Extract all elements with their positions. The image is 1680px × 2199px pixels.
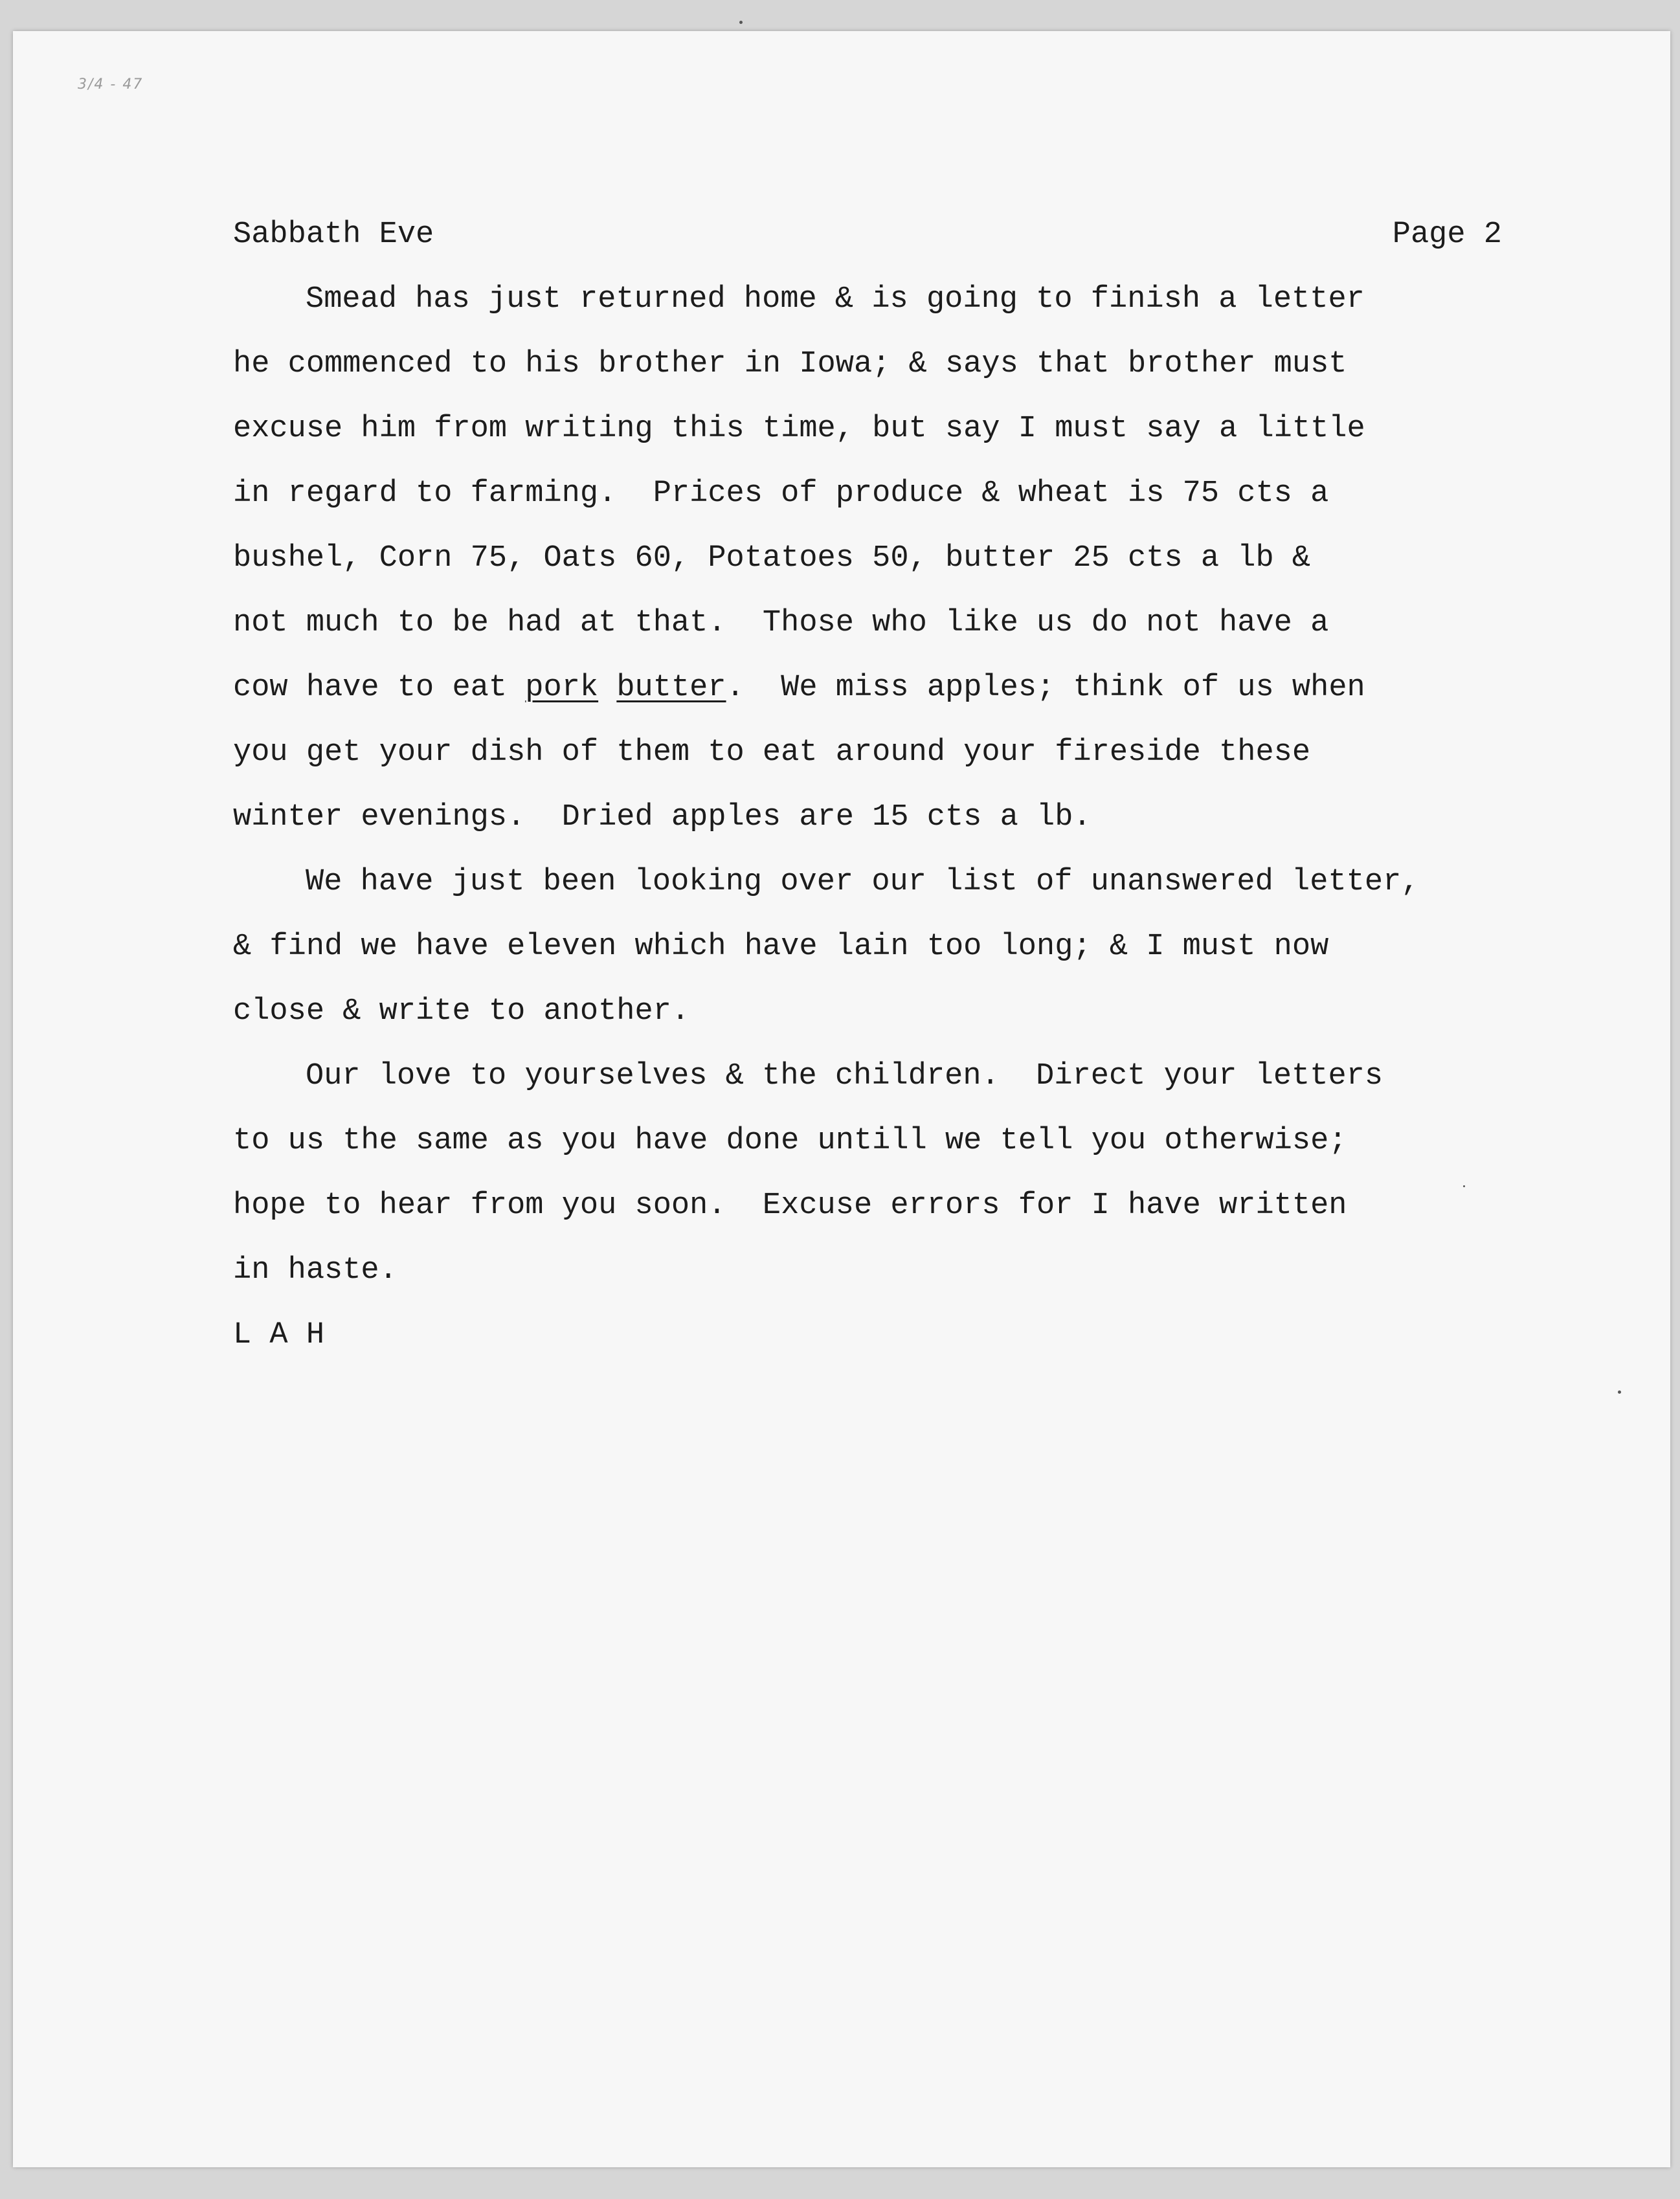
- text-line: We have just been looking over our list of unanswered letter,: [306, 865, 1420, 899]
- text-line: & find we have eleven which have lain too long; & I must now: [233, 930, 1329, 964]
- letter-page: [13, 31, 1670, 2167]
- text-line: in regard to farming. Prices of produce & wheat is 75 cts a: [233, 476, 1329, 511]
- text-fragment: [598, 671, 616, 705]
- text-line: [233, 656, 1502, 720]
- header-title: Sabbath Eve: [233, 218, 434, 252]
- paper-speck: [739, 21, 743, 24]
- paragraph-3: [233, 1044, 1502, 1303]
- text-line: he commenced to his brother in Iowa; & says that brother must: [233, 347, 1347, 381]
- text-line: excuse him from writing this time, but say I must say a little: [233, 412, 1365, 446]
- text-line: hope to hear from you soon. Excuse errors for I have written: [233, 1189, 1347, 1223]
- text-line: in haste.: [233, 1253, 398, 1288]
- pencil-annotation: 3/4 - 47: [78, 76, 144, 93]
- text-line: Smead has just returned home & is going to finish a letter: [306, 282, 1365, 317]
- letter-body: [233, 203, 1502, 1368]
- text-line: winter evenings. Dried apples are 15 cts a lb.: [233, 800, 1092, 834]
- text-line: not much to be had at that. Those who like us do not have a: [233, 606, 1329, 640]
- text-fragment: . We miss apples; think of us when: [726, 671, 1365, 705]
- page-number: Page 2: [1392, 218, 1502, 252]
- text-line: you get your dish of them to eat around your fireside these: [233, 735, 1311, 770]
- underlined-word-pork: pork: [525, 671, 599, 705]
- page-header: [233, 203, 1502, 267]
- paragraph-2: [233, 850, 1502, 1044]
- paragraph-1: [233, 267, 1502, 850]
- underlined-word-butter: butter: [616, 671, 726, 705]
- signature: L A H: [233, 1318, 325, 1352]
- text-fragment: cow have to eat: [233, 671, 526, 705]
- text-line: close & write to another.: [233, 994, 690, 1029]
- paper-speck: [1618, 1390, 1621, 1394]
- text-line: bushel, Corn 75, Oats 60, Potatoes 50, butter 25 cts a lb &: [233, 541, 1311, 575]
- text-line: to us the same as you have done untill we tell you otherwise;: [233, 1124, 1347, 1158]
- text-line: Our love to yourselves & the children. Direct your letters: [306, 1059, 1383, 1093]
